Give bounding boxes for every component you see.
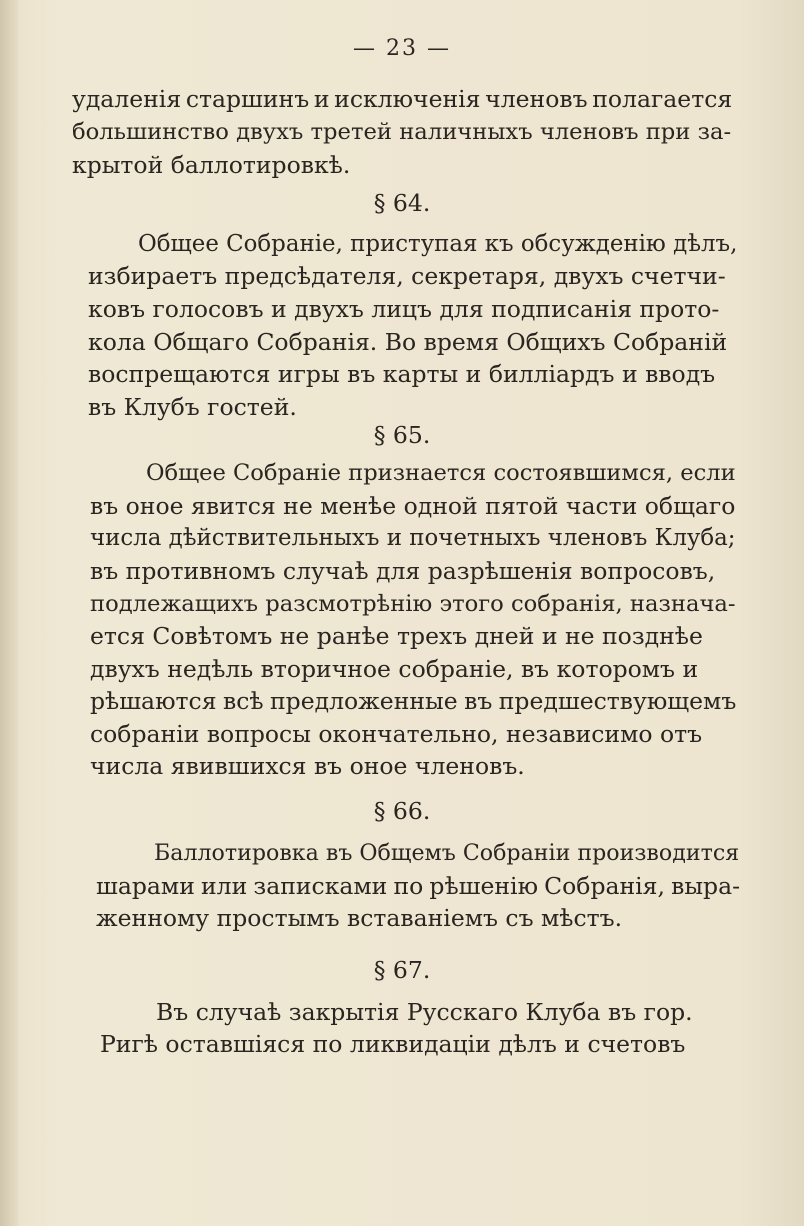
text-line: избираетъ предсѣдателя, секретаря, двухъ счетчи-	[88, 262, 726, 290]
text-line: въ противномъ случаѣ для разрѣшенія вопросовъ,	[90, 557, 716, 585]
text-line: въ Клубъ гостей.	[88, 393, 297, 421]
section-heading-66: § 66.	[373, 797, 431, 825]
text-line: ковъ голосовъ и двухъ лицъ для подписанія прото-	[88, 295, 720, 323]
section-heading-65: § 65.	[373, 421, 431, 449]
text-line: воспрещаются игры въ карты и билліардъ и вводъ	[88, 360, 716, 388]
text-line: числа дѣйствительныхъ и почетныхъ членовъ Клуба;	[90, 525, 736, 551]
page-number: — 23 —	[353, 36, 451, 61]
text-line: ется Совѣтомъ не ранѣе трехъ дней и не позднѣе	[90, 622, 703, 650]
text-line: шарами или записками по рѣшенію Собранія, выра-	[96, 872, 741, 900]
text-line: въ оное явится не менѣе одной пятой части общаго	[90, 492, 736, 520]
text-line: женному простымъ вставаніемъ съ мѣстъ.	[96, 904, 623, 932]
text-line: Общее Собраніе, приступая къ обсужденію дѣлъ,	[138, 231, 738, 257]
text-line: удаленія старшинъ и исключенія членовъ полагается	[72, 85, 733, 113]
text-line: Въ случаѣ закрытія Русскаго Клуба въ гор.	[156, 998, 693, 1026]
text-line: крытой баллотировкѣ.	[72, 151, 351, 179]
text-line: подлежащихъ разсмотрѣнію этого собранія, назнача-	[90, 591, 736, 617]
text-line: Общее Собраніе признается состоявшимся, если	[146, 460, 736, 486]
section-heading-67: § 67.	[373, 956, 431, 984]
text-line: Ригѣ оставшіяся по ликвидаціи дѣлъ и счетовъ	[100, 1030, 686, 1058]
text-line: Баллотировка въ Общемъ Собраніи производится	[154, 840, 740, 866]
section-heading-64: § 64.	[373, 189, 431, 217]
text-line: рѣшаются всѣ предложенные въ предшествующемъ	[90, 687, 737, 715]
text-line: собраніи вопросы окончательно, независимо отъ	[90, 720, 703, 748]
page-gutter	[0, 0, 18, 1226]
text-line: двухъ недѣль вторичное собраніе, въ которомъ и	[90, 655, 699, 683]
text-line: числа явившихся въ оное членовъ.	[90, 752, 525, 780]
text-line: большинство двухъ третей наличныхъ членовъ при за-	[72, 119, 732, 145]
text-line: кола Общаго Собранія. Во время Общихъ Собраній	[88, 328, 728, 356]
